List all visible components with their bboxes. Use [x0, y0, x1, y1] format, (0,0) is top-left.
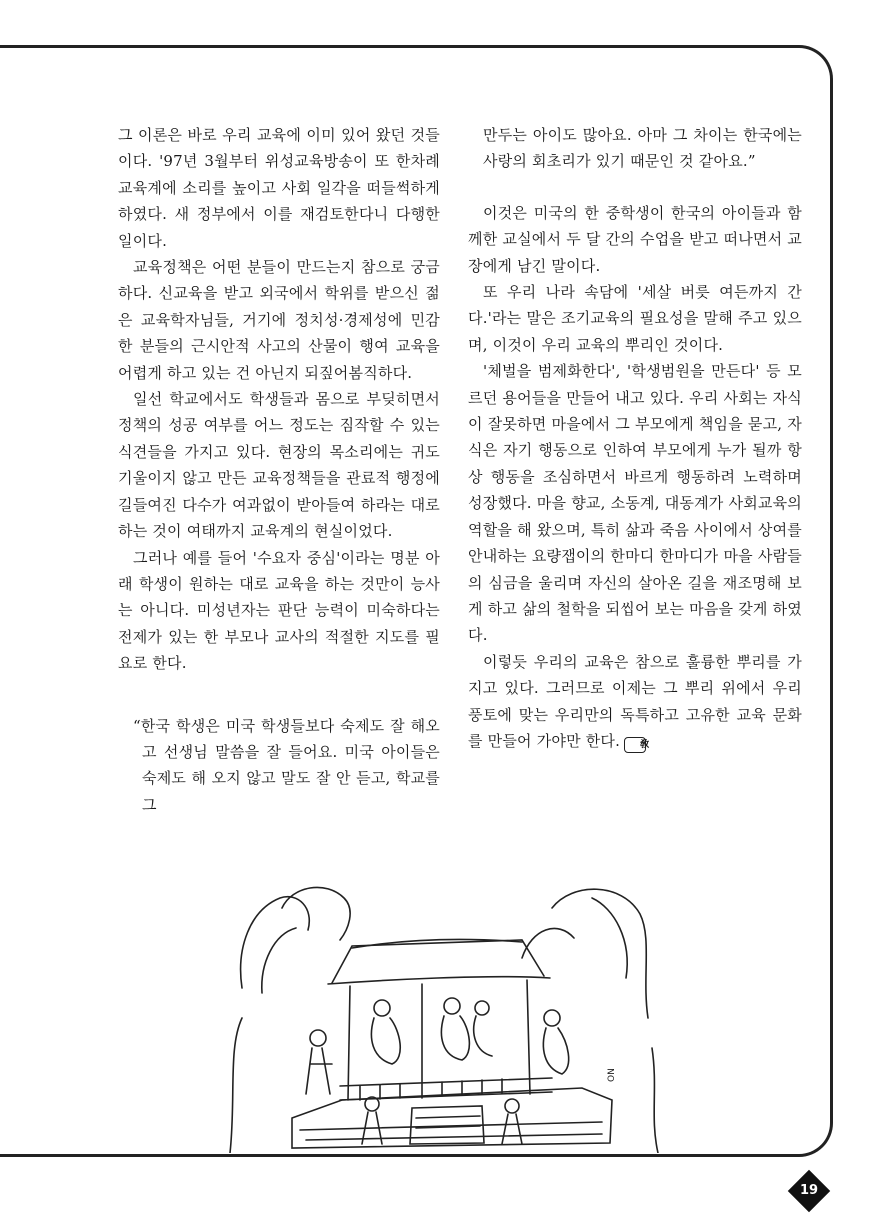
body-paragraph-4: 그러나 예를 들어 '수요자 중심'이라는 명분 아래 학생이 원하는 대로 교육을 하는 것만이 능사는 아니다. 미성년자는 판단 능력이 미숙하다는 전제가 있는 한 부모나 교사의 적절한 지도를 필요로 한다.	[118, 548, 440, 673]
body-paragraph-3: 일선 학교에서도 학생들과 몸으로 부딪히면서 정책의 성공 여부를 어느 정도는 짐작할 수 있는 식견들을 가지고 있다. 현장의 목소리에는 귀도 기울이지 않고 만든 교육정책들을 관료적 행정에 길들여진 다수가 여과없이 받아들여 하라는 대로 하는 것이 여태까지 교육계의 현실이었다.	[118, 390, 440, 541]
right-column	[468, 122, 802, 754]
body-paragraph-8-text: 이렇듯 우리의 교육은 참으로 훌륭한 뿌리를 가지고 있다. 그러므로 이제는 그 뿌리 위에서 우리 풍토에 맞는 우리만의 독특하고 고유한 교육 문화를 만들어 가야만 한다.	[468, 652, 802, 750]
illustration-signature: ON	[607, 1068, 617, 1082]
student-quote-end: 만두는 아이도 많아요. 아마 그 차이는 한국에는 사랑의 회초리가 있기 때문인 것 같아요.”	[483, 126, 802, 171]
body-paragraph-1: 그 이론은 바로 우리 교육에 이미 있어 왔던 것들이다. '97년 3월부터 위성교육방송이 또 한차례 교육계에 소리를 높이고 사회 일각을 떠들썩하게 하였다. 새 정부에서 이를 재검토한다니 다행한 일이다.	[118, 126, 440, 250]
body-paragraph-7: '체벌을 범제화한다', '학생범원을 만든다' 등 모르던 용어들을 만들어 내고 있다. 우리 사회는 자식이 잘못하면 마을에서 그 부모에게 책임을 묻고, 자식은 자기 행동으로 인하여 부모에게 누가 될까 항상 행동을 조심하면서 바르게 행동하려 노력하며 성장했다. 마을 향교, 소동계, 대동계가 사회교육의 역할을 해 왔으며, 특히 삶과 죽음 사이에서 상여를 안내하는 요량잽이의 한마디 한마디가 마을 사람들의 심금을 울리며 자신의 살아온 길을 재조명해 보게 하고 삶의 철학을 되씹어 보는 마음을 갖게 하였다.	[468, 362, 802, 645]
end-mark-icon: 敎	[624, 737, 646, 753]
body-paragraph-2: 교육정책은 어떤 분들이 만드는지 참으로 궁금하다. 신교육을 받고 외국에서 학위를 받으신 젊은 교육학자님들, 거기에 정치성·경제성에 민감한 분들의 근시안적 사고의 산물이 행여 교육을 어렵게 하고 있는 건 아닌지 되짚어봄직하다.	[118, 258, 440, 382]
left-column	[118, 122, 440, 818]
page-number: 19	[799, 1183, 819, 1198]
body-paragraph-5: 이것은 미국의 한 중학생이 한국의 아이들과 함께한 교실에서 두 달 간의 수업을 받고 떠나면서 교장에게 남긴 말이다.	[468, 203, 802, 275]
village-school-illustration	[222, 868, 662, 1153]
page-number-badge	[788, 1170, 830, 1212]
student-quote-start: “한국 학생은 미국 학생들보다 숙제도 잘 해오고 선생님 말씀을 잘 들어요. 미국 아이들은 숙제도 해 오지 않고 말도 잘 안 듣고, 학교를 그	[133, 716, 440, 814]
body-paragraph-8	[468, 649, 802, 755]
body-paragraph-6: 또 우리 나라 속담에 '세살 버릇 여든까지 간다.'라는 말은 조기교육의 필요성을 말해 주고 있으며, 이것이 우리 교육의 뿌리인 것이다.	[468, 283, 802, 354]
